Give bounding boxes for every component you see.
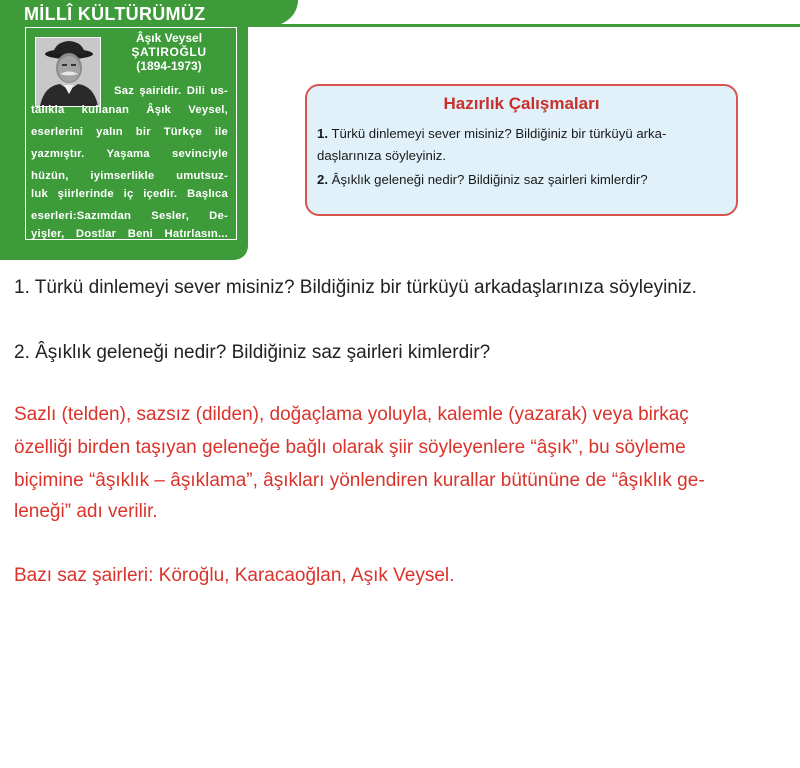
- preparation-question-2: [317, 172, 648, 188]
- portrait-drawing: [36, 38, 100, 106]
- poet-bio-line: eserleri:Sazımdan Sesler, De-: [31, 210, 228, 222]
- poet-surname: ŞATIROĞLU: [131, 45, 207, 59]
- poet-bio-line: eserlerini yalın bir Türkçe ile: [31, 126, 228, 138]
- preparation-title: Hazırlık Çalışmaları: [443, 94, 600, 113]
- preparation-question-1: [317, 126, 666, 142]
- poet-bio-line: hüzün, iyimserlikle umutsuz-: [31, 170, 228, 182]
- poet-years: (1894-1973): [136, 59, 202, 73]
- question-number: 2.: [317, 172, 328, 187]
- poet-info-card: [25, 27, 237, 240]
- poet-bio-line: talıkla kullanan Âşık Veysel,: [31, 104, 228, 116]
- saz-poets-answer: Bazı saz şairleri: Köroğlu, Karacaoğlan, Aşık Veysel.: [14, 565, 455, 586]
- question-1: 1. Türkü dinlemeyi sever misiniz? Bildiğiniz bir türküyü arkadaşlarınıza söyleyiniz.: [14, 277, 697, 298]
- section-header-tab: [0, 0, 298, 26]
- question-text: Türkü dinlemeyi sever misiniz? Bildiğiniz bir türküyü arka-: [331, 126, 667, 141]
- question-text: daşlarınıza söyleyiniz.: [317, 148, 447, 163]
- question-number: 1.: [317, 126, 328, 141]
- poet-bio-line: luk şiirlerinde iç içedir. Başlıca: [31, 188, 228, 200]
- poet-bio-line: yişler, Dostlar Beni Hatırlasın...: [31, 228, 228, 240]
- preparation-question-1-cont: [317, 148, 446, 164]
- question-text: Âşıklık geleneği nedir? Bildiğiniz saz şairleri kimlerdir?: [331, 172, 648, 187]
- poet-bio-line: Saz şairidir. Dili us-: [114, 85, 228, 97]
- answer-line: leneği” adı verilir.: [14, 501, 158, 522]
- poet-name: Âşık Veysel: [135, 31, 203, 45]
- section-title: MİLLÎ KÜLTÜRÜMÜZ: [24, 4, 206, 24]
- question-2: 2. Âşıklık geleneği nedir? Bildiğiniz saz şairleri kimlerdir?: [14, 342, 491, 363]
- answer-line: Sazlı (telden), sazsız (dilden), doğaçlama yoluyla, kalemle (yazarak) veya birkaç: [14, 404, 689, 425]
- answer-line: özelliği birden taşıyan geleneğe bağlı olarak şiir söyleyenlere “âşık”, bu söyleme: [14, 437, 686, 458]
- answer-line: biçimine “âşıklık – âşıklama”, âşıkları yönlendiren kurallar bütününe de “âşıklık ge-: [14, 470, 705, 491]
- poet-bio-line: yazmıştır. Yaşama sevinciyle: [31, 148, 228, 160]
- portrait-photo-icon: [35, 37, 101, 107]
- preparation-box: [305, 84, 738, 216]
